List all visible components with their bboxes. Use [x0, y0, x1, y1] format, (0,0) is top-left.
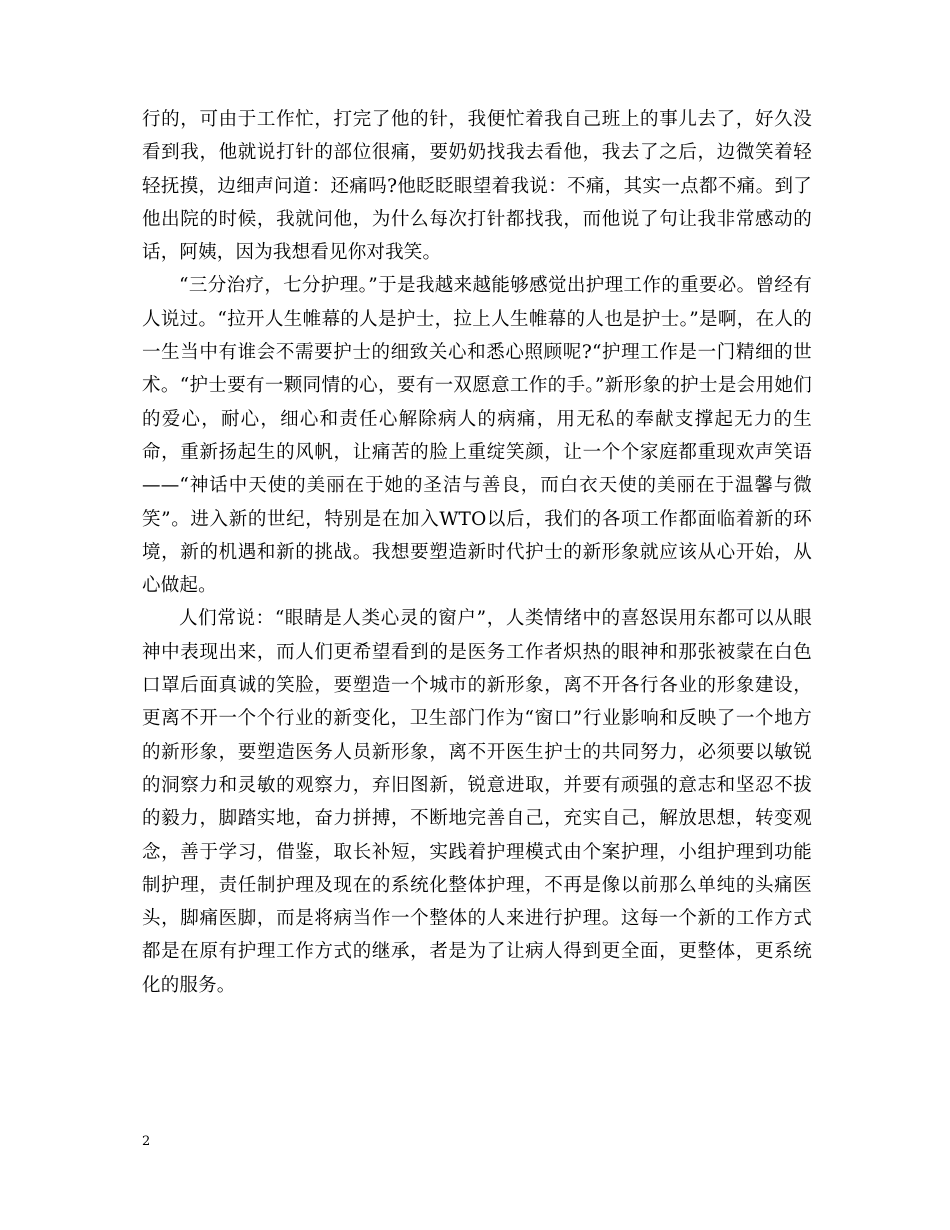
- paragraph: 人们常说：“眼睛是人类心灵的窗户”，人类情绪中的喜怒误用东都可以从眼神中表现出来，而人们更希望看到的是医务工作者炽热的眼神和那张被蒙在白色口罩后面真诚的笑脸，要塑造一个城市的新形象，离不开各行各业的形象建设，更离不开一个个行业的新变化，卫生部门作为“窗口”行业影响和反映了一个地方的新形象，要塑造医务人员新形象，离不开医生护士的共同努力，必须要以敏锐的洞察力和灵敏的观察力，弃旧图新，锐意进取，并要有顽强的意志和坚忍不拔的毅力，脚踏实地，奋力拼搏，不断地完善自己，充实自己，解放思想，转变观念，善于学习，借鉴，取长补短，实践着护理模式由个案护理，小组护理到功能制护理，责任制护理及现在的系统化整体护理，不再是像以前那么单纯的头痛医头，脚痛医脚，而是将病当作一个整体的人来进行护理。这每一个新的工作方式都是在原有护理工作方式的继承，者是为了让病人得到更全面，更整体，更系统化的服务。: [142, 608, 812, 996]
- paragraph-continued: 行的，可由于工作忙，打完了他的针，我便忙着我自己班上的事儿去了，好久没看到我，他就说打针的部位很痛，要奶奶找我去看他，我去了之后，边微笑着轻轻抚摸，边细声问道：还痛吗?他眨眨眼望着我说：不痛，其实一点都不痛。到了他出院的时候，我就问他，为什么每次打针都找我，而他说了句让我非常感动的话，阿姨，因为我想看见你对我笑。: [142, 109, 812, 264]
- paragraph: “三分治疗，七分护理。”于是我越来越能够感觉出护理工作的重要必。曾经有人说过。“拉开人生帷幕的人是护士，拉上人生帷幕的人也是护士。”是啊，在人的一生当中有谁会不需要护士的细致关心和悉心照顾呢?“护理工作是一门精细的世术。“护士要有一颗同情的心，要有一双愿意工作的手。”新形象的护士是会用她们的爱心，耐心，细心和责任心解除病人的病痛，用无私的奉献支撑起无力的生命，重新扬起生的风帆，让痛苦的脸上重绽笑颜，让一个个家庭都重现欢声笑语——“神话中天使的美丽在于她的圣洁与善良，而白衣天使的美丽在于温馨与微笑”。进入新的世纪，特别是在加入WTO以后，我们的各项工作都面临着新的环境，新的机遇和新的挑战。我想要塑造新时代护士的新形象就应该从心开始，从心做起。: [142, 275, 812, 597]
- page-number: 2: [142, 1134, 151, 1149]
- body-text: [142, 103, 812, 1002]
